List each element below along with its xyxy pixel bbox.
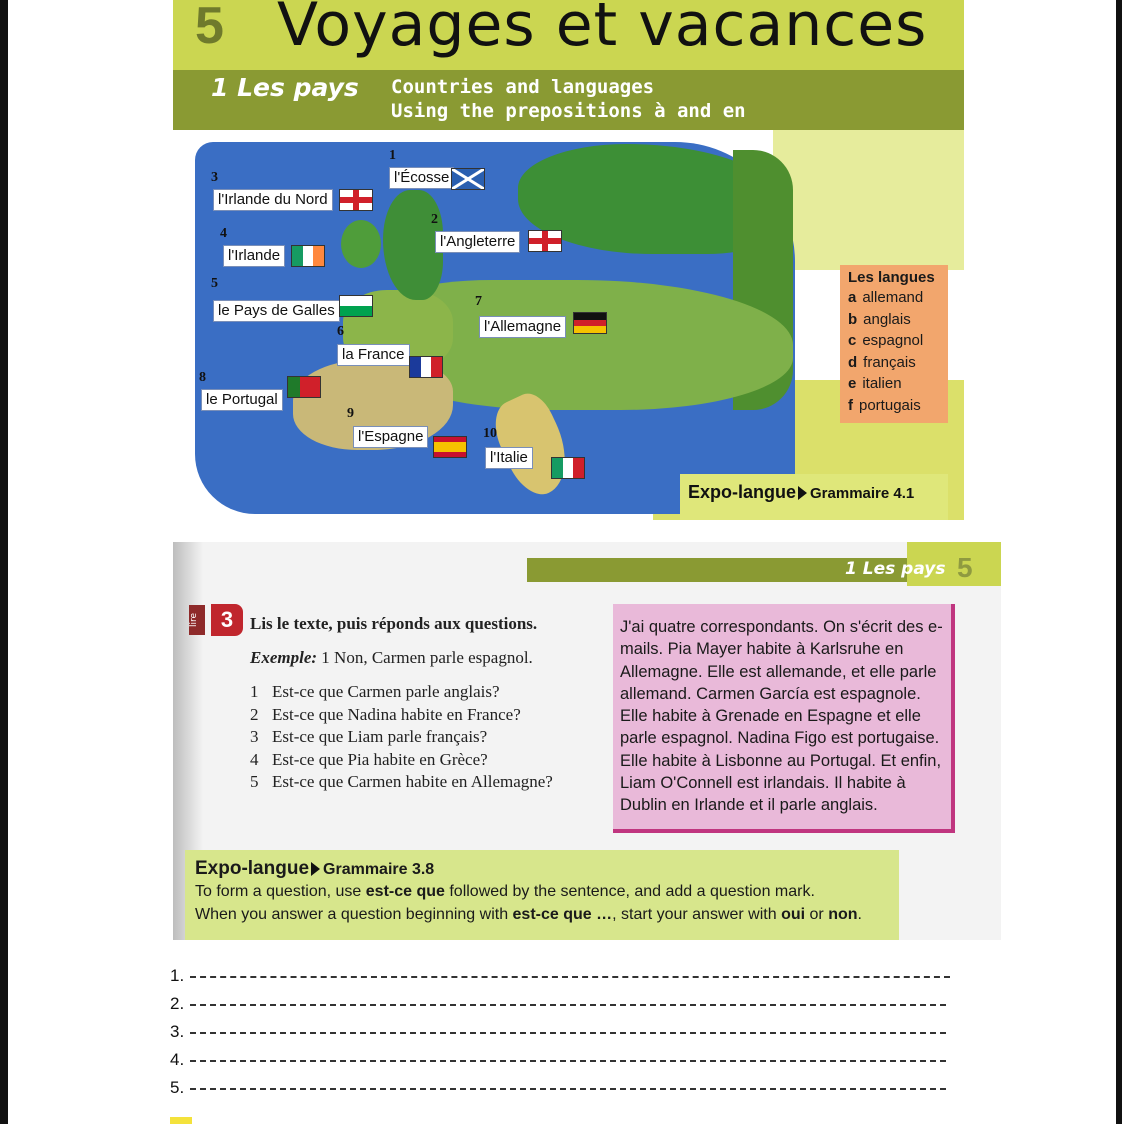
country-number: 2 — [431, 212, 438, 227]
expo-heading: Expo-langue Grammaire 3.8 — [195, 858, 435, 879]
country-label-espagne: l'Espagne — [353, 426, 428, 448]
exercise-example: Exemple: 1 Non, Carmen parle espagnol. — [250, 648, 533, 667]
country-label-italie: l'Italie — [485, 447, 533, 469]
language-item: c espagnol — [848, 332, 924, 349]
page-header-title: 1 Les pays — [845, 559, 946, 579]
country-label-pays-de-galles: le Pays de Galles — [213, 300, 340, 322]
france-flag-icon — [409, 356, 443, 378]
left-edge — [0, 0, 8, 1124]
country-number: 4 — [220, 226, 227, 241]
unit-subtitle-2: Using the prepositions à and en — [391, 100, 746, 122]
question-item: 2 Est-ce que Nadina habite en France? — [250, 705, 521, 724]
question-item: 1 Est-ce que Carmen parle anglais? — [250, 682, 500, 701]
textbook-page-top — [173, 0, 964, 520]
country-number: 5 — [211, 276, 218, 291]
exercise-number: 3 — [211, 604, 243, 636]
country-label-irlande-du-nord: l'Irlande du Nord — [213, 189, 333, 211]
language-item: b anglais — [848, 310, 911, 328]
arrow-icon — [798, 486, 807, 500]
country-number: 7 — [475, 294, 482, 309]
scotland-flag-icon — [451, 168, 485, 190]
northern-ireland-flag-icon — [339, 189, 373, 211]
country-label-irlande: l'Irlande — [223, 245, 285, 267]
title-band — [173, 0, 964, 70]
england-flag-icon — [528, 230, 562, 252]
chapter-number: 5 — [195, 0, 224, 55]
reading-text: J'ai quatre correspondants. On s'écrit des e-mails. Pia Mayer habite à Karlsruhe en Allemagne. Elle est allemande, et elle parle allemand. Carmen García est espagnole. Elle habite à Grenade en Espagne et elle parle espagnol. Nadina Figo est portugaise. Elle habite à Lisbonne au Portugal. Et enfin, Liam O'Connell est irlandais. Il habite à Dublin en Irlande et il parle anglais. — [613, 604, 955, 833]
expo-grammar-ref: Grammaire 4.1 — [810, 485, 915, 502]
wales-flag-icon — [339, 295, 373, 317]
chapter-title: Voyages et vacances — [277, 0, 928, 60]
expo-langue-box-2 — [185, 850, 899, 940]
country-number: 8 — [199, 370, 206, 385]
country-label-ecosse: l'Écosse — [389, 167, 454, 189]
country-number: 9 — [347, 406, 354, 421]
answer-number-3: 3. — [170, 1022, 185, 1041]
arrow-icon — [311, 862, 320, 876]
country-number: 1 — [389, 148, 396, 163]
country-label-allemagne: l'Allemagne — [479, 316, 566, 338]
skill-tag: lire — [189, 605, 205, 635]
right-edge — [1116, 0, 1122, 1124]
map-land — [341, 220, 381, 268]
answer-number-2: 2. — [170, 994, 185, 1013]
expo-line-1: To form a question, use est-ce que followed by the sentence, and add a question mark. — [195, 883, 815, 900]
language-item: f portugais — [848, 396, 921, 414]
unit-band — [173, 70, 964, 130]
question-item: 3 Est-ce que Liam parle français? — [250, 727, 488, 746]
answer-number-5: 5. — [170, 1078, 185, 1097]
answer-line-2[interactable] — [190, 1004, 946, 1006]
question-item: 5 Est-ce que Carmen habite en Allemagne? — [250, 772, 553, 791]
highlight-mark — [170, 1117, 192, 1124]
italy-flag-icon — [551, 457, 585, 479]
expo-langue-box — [680, 474, 948, 520]
language-item: e italien — [848, 375, 902, 392]
europe-map — [173, 130, 964, 520]
answer-line-5[interactable] — [190, 1088, 946, 1090]
exercise-instruction: Lis le texte, puis réponds aux questions. — [250, 614, 538, 633]
textbook-page-bottom — [173, 542, 1001, 940]
languages-box — [840, 265, 948, 423]
question-item: 4 Est-ce que Pia habite en Grèce? — [250, 750, 488, 769]
country-number: 3 — [211, 170, 218, 185]
map-background — [773, 130, 964, 270]
unit-title: 1 Les pays — [211, 73, 359, 102]
country-label-france: la France — [337, 344, 410, 366]
spain-flag-icon — [433, 436, 467, 458]
germany-flag-icon — [573, 312, 607, 334]
answer-number-1: 1. — [170, 966, 185, 985]
answer-line-1[interactable] — [190, 976, 950, 978]
country-label-angleterre: l'Angleterre — [435, 231, 520, 253]
answer-number-4: 4. — [170, 1050, 185, 1069]
country-number: 6 — [337, 324, 344, 339]
expo-line-2: When you answer a question beginning with est-ce que …, start your answer with oui or non. — [195, 906, 862, 923]
languages-title: Les langues — [848, 269, 935, 286]
unit-subtitle-1: Countries and languages — [391, 76, 655, 98]
country-label-portugal: le Portugal — [201, 389, 283, 411]
country-number: 10 — [483, 426, 497, 441]
page-header-number: 5 — [957, 552, 973, 583]
language-item: a allemand — [848, 289, 924, 306]
language-item: d français — [848, 353, 916, 371]
answer-line-3[interactable] — [190, 1032, 946, 1034]
answer-line-4[interactable] — [190, 1060, 946, 1062]
expo-title: Expo-langue — [688, 482, 797, 502]
ireland-flag-icon — [291, 245, 325, 267]
portugal-flag-icon — [287, 376, 321, 398]
